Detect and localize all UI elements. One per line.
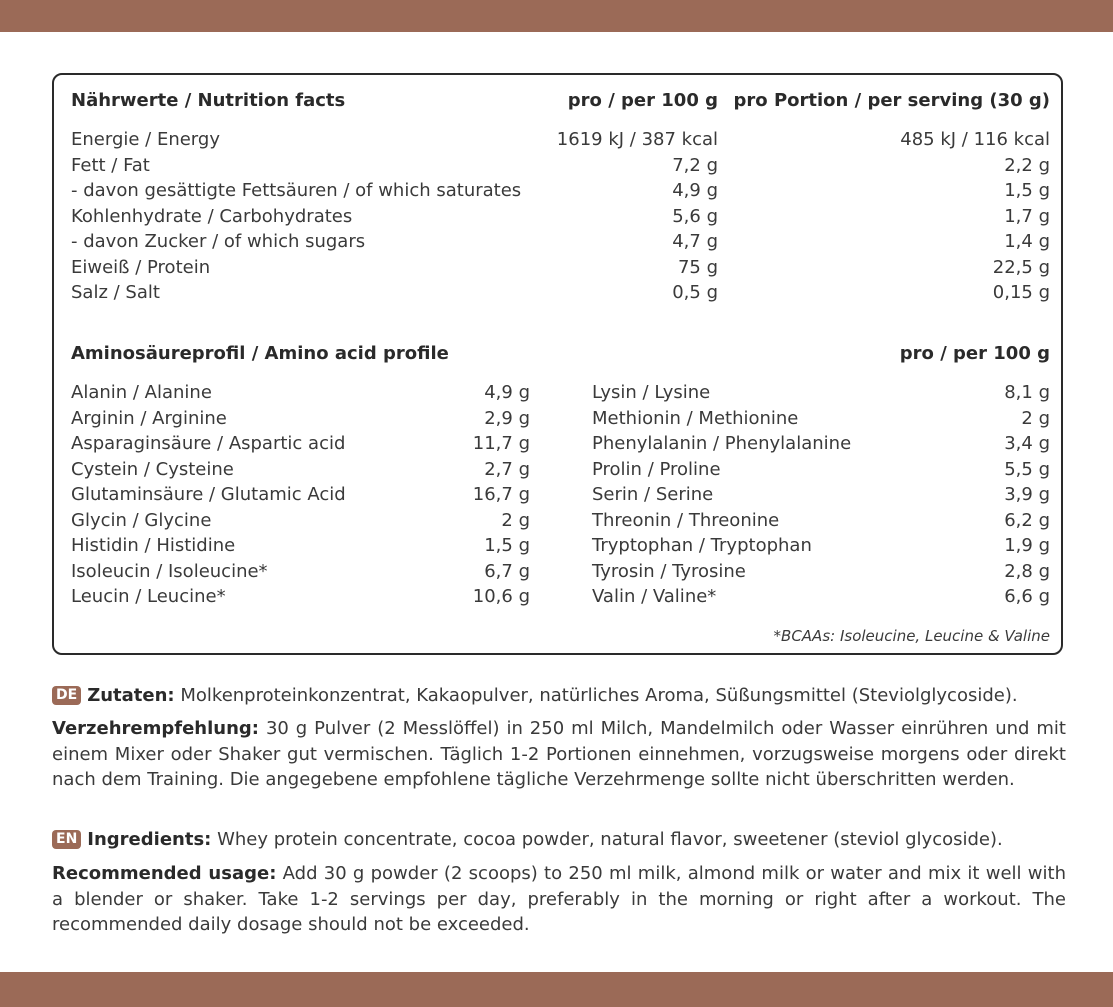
amino-left-label: Histidin / Histidine — [71, 535, 236, 556]
amino-left-value: 2 g — [501, 509, 530, 531]
nutrition-row-label: Eiweiß / Protein — [71, 256, 211, 278]
amino-right-value: 2,8 g — [1004, 560, 1050, 582]
de-ingredients-text: Molkenproteinkonzentrat, Kakaopulver, natürliches Aroma, Süßungsmittel (Steviolglycoside). — [180, 685, 1018, 706]
amino-left-label: Glycin / Glycine — [71, 509, 212, 531]
en-usage — [52, 861, 1066, 938]
en-badge: EN — [52, 830, 81, 849]
en-ingredients-text: Whey protein concentrate, cocoa powder, natural flavor, sweetener (steviol glycoside). — [217, 829, 1003, 850]
nutrition-row-per-serving: 0,15 g — [992, 282, 1050, 303]
amino-left-value: 11,7 g — [472, 433, 530, 454]
amino-title: Aminosäureprofil / Amino acid profile — [71, 343, 449, 364]
de-ingredients — [52, 683, 1066, 709]
amino-left-value: 2,9 g — [484, 407, 530, 429]
amino-right-label: Valin / Valine* — [592, 586, 717, 607]
amino-right-label: Tyrosin / Tyrosine — [592, 560, 746, 582]
nutrition-row-per-serving: 2,2 g — [1004, 154, 1050, 176]
nutrition-row-label: Kohlenhydrate / Carbohydrates — [71, 205, 353, 227]
nutrition-row-per100: 75 g — [677, 256, 718, 278]
nutrition-row-per-serving: 22,5 g — [992, 256, 1050, 278]
amino-right-label: Prolin / Proline — [592, 458, 721, 480]
nutrition-row-per-serving: 1,5 g — [1004, 180, 1050, 201]
amino-right-value: 8,1 g — [1004, 382, 1050, 403]
amino-right-label: Lysin / Lysine — [592, 382, 711, 403]
nutrition-row-per100: 1619 kJ / 387 kcal — [556, 129, 718, 150]
amino-left-value: 2,7 g — [484, 458, 530, 480]
amino-left-label: Asparaginsäure / Aspartic acid — [71, 433, 346, 454]
amino-left-value: 16,7 g — [472, 484, 530, 505]
nutrition-row-per-serving: 1,4 g — [1004, 231, 1050, 252]
nutrition-row-per100: 4,9 g — [672, 180, 718, 201]
amino-right-value: 2 g — [1021, 407, 1050, 429]
top-color-band — [0, 0, 1113, 32]
amino-right-label: Phenylalanin / Phenylalanine — [592, 433, 852, 454]
per-serving-header: pro Portion / per serving (30 g) — [733, 90, 1050, 111]
amino-right-value: 1,9 g — [1004, 535, 1050, 556]
amino-right-value: 5,5 g — [1004, 458, 1050, 480]
de-ingredients-label: Zutaten: — [87, 685, 175, 706]
amino-left-value: 10,6 g — [472, 586, 530, 607]
amino-per100-header: pro / per 100 g — [899, 343, 1050, 364]
nutrition-row-label: - davon Zucker / of which sugars — [71, 231, 366, 252]
nutrition-row-per100: 4,7 g — [672, 231, 718, 252]
amino-right-label: Tryptophan / Tryptophan — [592, 535, 812, 556]
amino-right-value: 3,4 g — [1004, 433, 1050, 454]
de-usage — [52, 716, 1066, 793]
amino-left-label: Arginin / Arginine — [71, 407, 227, 429]
amino-right-value: 6,6 g — [1004, 586, 1050, 607]
nutrition-row-label: Energie / Energy — [71, 129, 220, 150]
amino-left-value: 4,9 g — [484, 382, 530, 403]
en-ingredients-label: Ingredients: — [87, 829, 212, 850]
amino-right-value: 3,9 g — [1004, 484, 1050, 505]
nutrition-row-per-serving: 1,7 g — [1004, 205, 1050, 227]
nutrition-row-per-serving: 485 kJ / 116 kcal — [900, 129, 1050, 150]
amino-left-label: Isoleucin / Isoleucine* — [71, 560, 268, 582]
en-usage-text: Add 30 g powder (2 scoops) to 250 ml milk, almond milk or water and mix it well with a blender or shaker. Take 1-2 servings per day, preferably in the morning or right after a workout. The recommended daily dosage should not be exceeded. — [52, 863, 1066, 935]
amino-right-label: Serin / Serine — [592, 484, 714, 505]
amino-left-label: Cystein / Cysteine — [71, 458, 234, 480]
amino-left-label: Alanin / Alanine — [71, 382, 212, 403]
de-usage-text: 30 g Pulver (2 Messlöffel) in 250 ml Milch, Mandelmilch oder Wasser einrühren und mit einem Mixer oder Shaker gut vermischen. Täglich 1-2 Portionen einnehmen, vorzugsweise morgens oder direkt nach dem Training. Die angegebene empfohlene tägliche Verzehrmenge sollte nicht überschritten werden. — [52, 718, 1066, 790]
en-usage-label: Recommended usage: — [52, 863, 277, 884]
bottom-color-band — [0, 972, 1113, 1007]
de-usage-label: Verzehrempfehlung: — [52, 718, 259, 739]
amino-left-value: 1,5 g — [484, 535, 530, 556]
nutrition-title: Nährwerte / Nutrition facts — [71, 90, 346, 111]
nutrition-row-label: Salz / Salt — [71, 282, 160, 303]
nutrition-row-label: - davon gesättigte Fettsäuren / of which saturates — [71, 180, 522, 201]
amino-left-label: Glutaminsäure / Glutamic Acid — [71, 484, 346, 505]
de-badge: DE — [52, 686, 81, 705]
amino-right-value: 6,2 g — [1004, 509, 1050, 531]
nutrition-row-label: Fett / Fat — [71, 154, 150, 176]
amino-right-label: Threonin / Threonine — [592, 509, 780, 531]
en-ingredients — [52, 827, 1066, 853]
bcaa-footnote: *BCAAs: Isoleucine, Leucine & Valine — [773, 627, 1050, 645]
nutrition-row-per100: 0,5 g — [672, 282, 718, 303]
amino-left-value: 6,7 g — [484, 560, 530, 582]
amino-left-label: Leucin / Leucine* — [71, 586, 226, 607]
per100-header: pro / per 100 g — [567, 90, 718, 111]
amino-right-label: Methionin / Methionine — [592, 407, 799, 429]
nutrition-row-per100: 5,6 g — [672, 205, 718, 227]
nutrition-row-per100: 7,2 g — [672, 154, 718, 176]
